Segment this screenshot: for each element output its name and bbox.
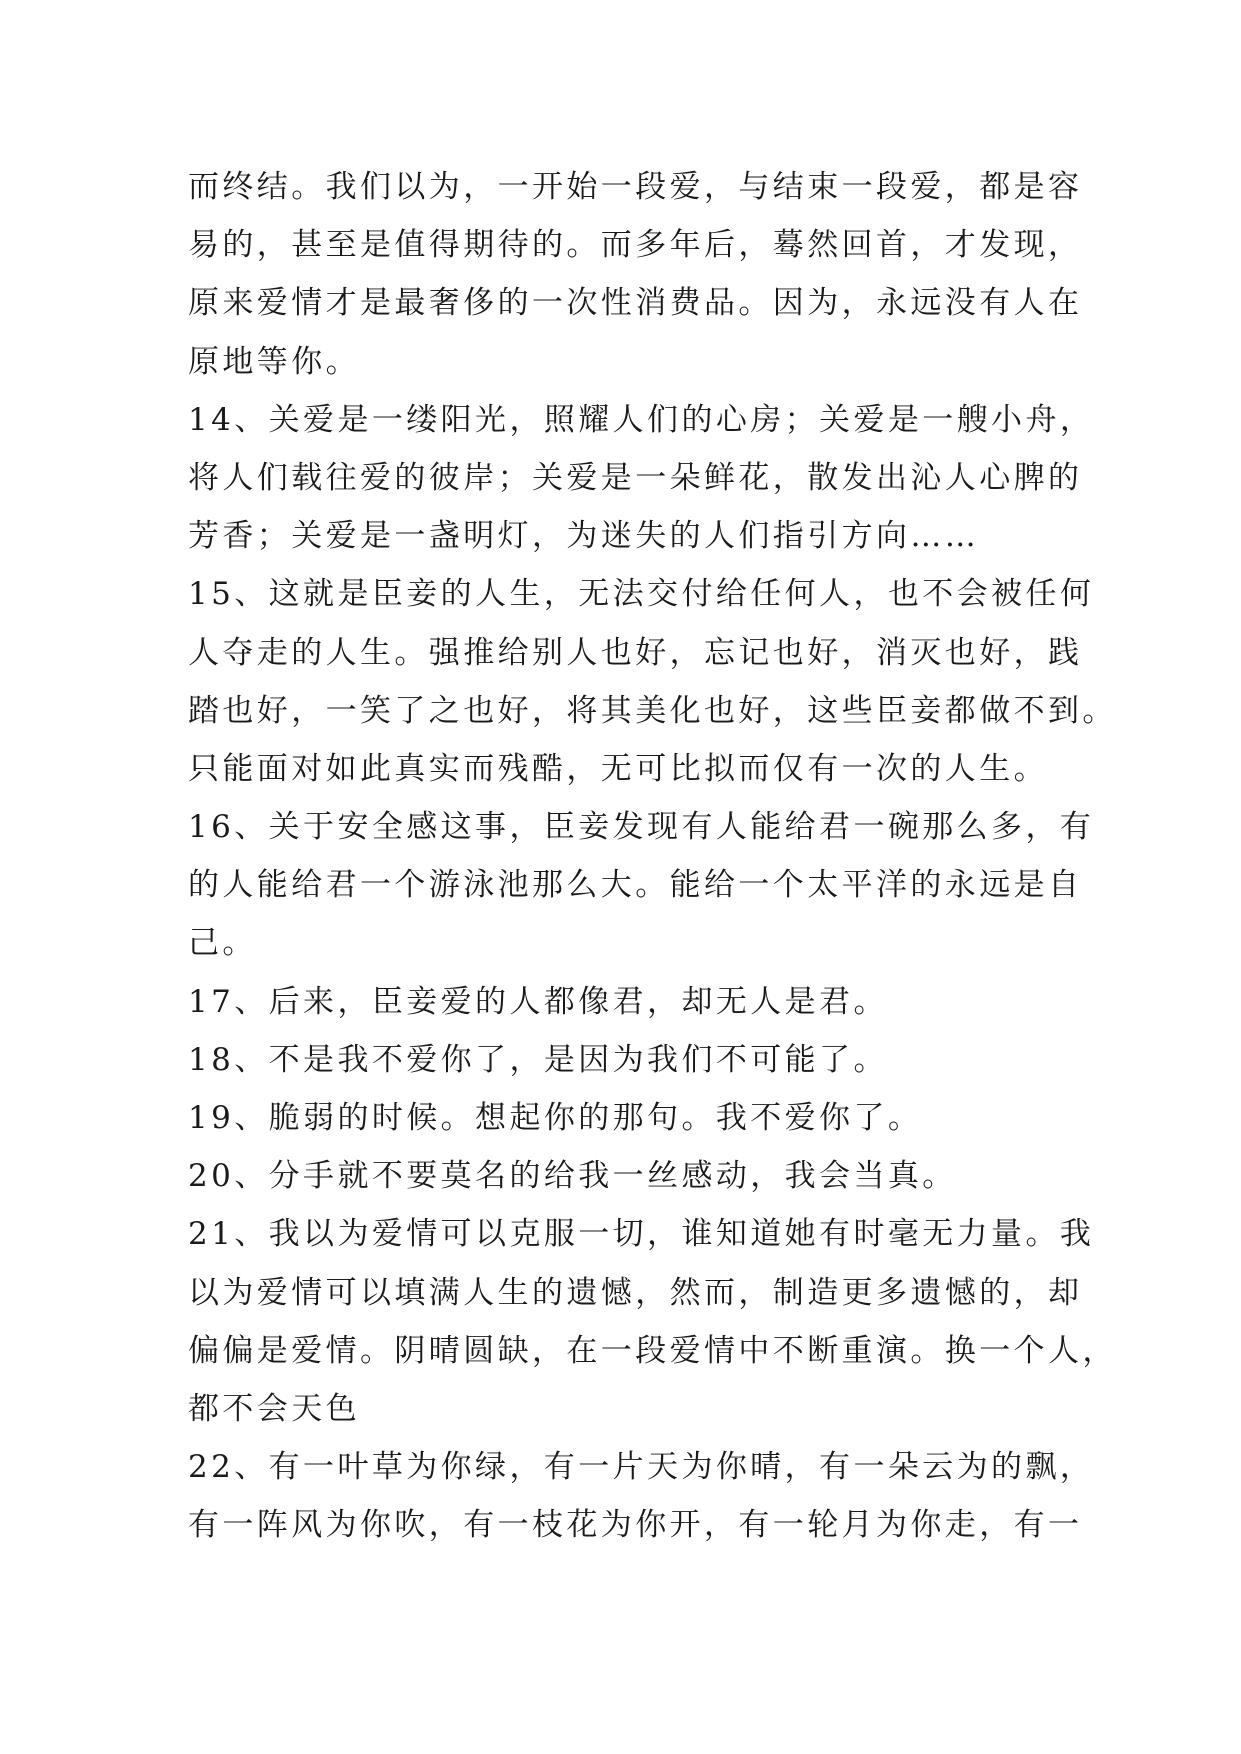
text-line: 原来爱情才是最奢侈的一次性消费品。因为，永远没有人在	[188, 285, 1083, 322]
text-line: 的人能给君一个游泳池那么大。能给一个太平洋的永远是自	[188, 867, 1083, 904]
text-line: 踏也好，一笑了之也好，将其美化也好，这些臣妾都做不到。	[188, 692, 1117, 729]
text-line: 15、这就是臣妾的人生，无法交付给任何人，也不会被任何	[188, 576, 1095, 613]
text-line: 只能面对如此真实而残酷，无可比拟而仅有一次的人生。	[188, 750, 1048, 787]
text-line: 16、关于安全感这事，臣妾发现有人能给君一碗那么多，有	[188, 809, 1095, 846]
text-line: 原地等你。	[188, 343, 360, 380]
text-line: 18、不是我不爱你了，是因为我们不可能了。	[188, 1041, 888, 1078]
text-line: 芳香；关爱是一盏明灯，为迷失的人们指引方向……	[188, 518, 980, 555]
text-line: 人夺走的人生。强推给别人也好，忘记也好，消灭也好，践	[188, 634, 1083, 671]
document-text-body	[188, 158, 1117, 1555]
text-line: 己。	[188, 925, 257, 962]
text-line: 以为爱情可以填满人生的遗憾，然而，制造更多遗憾的，却	[188, 1274, 1083, 1311]
text-line: 20、分手就不要莫名的给我一丝感动，我会当真。	[188, 1158, 957, 1195]
text-line: 21、我以为爱情可以克服一切，谁知道她有时毫无力量。我	[188, 1216, 1095, 1253]
text-line: 都不会天色	[188, 1390, 360, 1427]
text-line: 14、关爱是一缕阳光，照耀人们的心房；关爱是一艘小舟，	[188, 401, 1095, 438]
text-line: 将人们载往爱的彼岸；关爱是一朵鲜花，散发出沁人心脾的	[188, 459, 1083, 496]
text-line: 22、有一叶草为你绿，有一片天为你晴，有一朵云为的飘，	[188, 1449, 1095, 1486]
text-line: 而终结。我们以为，一开始一段爱，与结束一段爱，都是容	[188, 169, 1083, 205]
text-line: 偏偏是爱情。阴晴圆缺，在一段爱情中不断重演。换一个人，	[188, 1332, 1117, 1369]
text-line: 有一阵风为你吹，有一枝花为你开，有一轮月为你走，有一	[188, 1507, 1083, 1544]
text-line: 17、后来，臣妾爱的人都像君，却无人是君。	[188, 983, 888, 1020]
text-line: 易的，甚至是值得期待的。而多年后，蓦然回首，才发现，	[188, 227, 1083, 264]
text-line: 19、脆弱的时候。想起你的那句。我不爱你了。	[188, 1100, 923, 1136]
